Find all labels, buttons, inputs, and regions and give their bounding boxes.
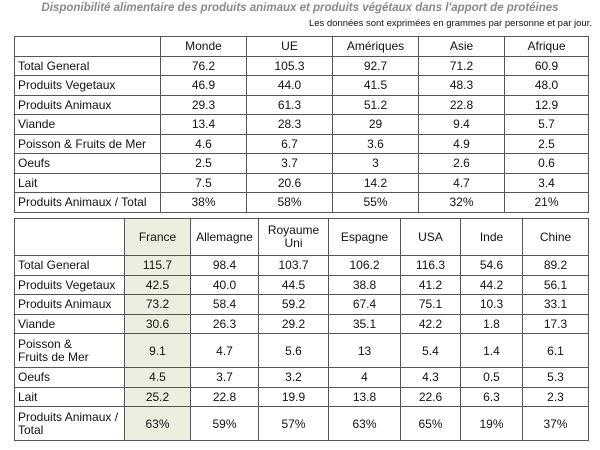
row-label: Viande	[15, 314, 125, 334]
table-cell: 51.2	[333, 95, 419, 115]
table-cell: 44.5	[259, 275, 329, 295]
table-row	[15, 134, 589, 154]
table-cell: 13	[329, 334, 401, 368]
table-row	[15, 76, 589, 96]
column-header: Inde	[461, 219, 523, 256]
row-label: Lait	[15, 173, 161, 193]
table-cell: 41.5	[333, 76, 419, 96]
table-cell: 4.6	[161, 134, 247, 154]
column-header: Allemagne	[191, 219, 259, 256]
table-cell: 1.4	[461, 334, 523, 368]
row-label: Total General	[15, 256, 125, 276]
table-cell: 2.3	[523, 387, 589, 407]
table-row	[15, 154, 589, 174]
row-label: Produits Animaux	[15, 295, 125, 315]
table-cell: 63%	[329, 407, 401, 441]
table-cell: 29.2	[259, 314, 329, 334]
table-cell: 22.6	[401, 387, 461, 407]
table-cell: 21%	[505, 193, 589, 213]
table-row	[15, 275, 589, 295]
table-cell: 61.3	[247, 95, 333, 115]
table-cell: 92.7	[333, 56, 419, 76]
table-cell: 33.1	[523, 295, 589, 315]
table-cell: 59%	[191, 407, 259, 441]
table-cell: 9.4	[419, 115, 505, 135]
table-cell: 22.8	[419, 95, 505, 115]
regions-table	[14, 36, 589, 213]
table-cell: 3.7	[247, 154, 333, 174]
table-cell: 25.2	[125, 387, 191, 407]
table-cell: 2.6	[419, 154, 505, 174]
table-cell: 60.9	[505, 56, 589, 76]
table-cell: 40.0	[191, 275, 259, 295]
column-header: UE	[247, 37, 333, 57]
corner-cell	[15, 37, 161, 57]
row-label-text: Produits Animaux / Total	[18, 409, 119, 437]
table-cell: 4.7	[419, 173, 505, 193]
table-row	[15, 334, 589, 368]
column-header: Afrique	[505, 37, 589, 57]
table-cell: 14.2	[333, 173, 419, 193]
table-cell: 32%	[419, 193, 505, 213]
table-cell: 57%	[259, 407, 329, 441]
table-cell: 20.6	[247, 173, 333, 193]
table-cell: 29.3	[161, 95, 247, 115]
table-row	[15, 256, 589, 276]
table-cell: 71.2	[419, 56, 505, 76]
table-cell: 116.3	[401, 256, 461, 276]
column-header: USA	[401, 219, 461, 256]
table-cell: 103.7	[259, 256, 329, 276]
row-label: Poisson & Fruits de Mer	[15, 134, 161, 154]
row-label: Total General	[15, 56, 161, 76]
table-cell: 3.7	[191, 368, 259, 388]
table-cell: 9.1	[125, 334, 191, 368]
table-cell: 58.4	[191, 295, 259, 315]
table-row	[15, 193, 589, 213]
table-cell: 5.3	[523, 368, 589, 388]
corner-cell	[15, 219, 125, 256]
table-cell: 46.9	[161, 76, 247, 96]
row-label: Oeufs	[15, 368, 125, 388]
table-cell: 5.7	[505, 115, 589, 135]
table-cell: 17.3	[523, 314, 589, 334]
table-cell: 58%	[247, 193, 333, 213]
table-cell: 5.4	[401, 334, 461, 368]
column-header: Asie	[419, 37, 505, 57]
table-cell: 0.6	[505, 154, 589, 174]
row-label: Produits Vegetaux	[15, 275, 125, 295]
table-cell: 3	[333, 154, 419, 174]
row-label: Viande	[15, 115, 161, 135]
row-label: Produits Animaux	[15, 95, 161, 115]
table-row	[15, 173, 589, 193]
table-cell: 1.8	[461, 314, 523, 334]
row-label-text: Poisson & Fruits de Mer	[18, 336, 89, 364]
row-label: Produits Animaux / Total	[15, 193, 161, 213]
column-header: Espagne	[329, 219, 401, 256]
table-cell: 42.2	[401, 314, 461, 334]
table-cell: 4.7	[191, 334, 259, 368]
row-label: Lait	[15, 387, 125, 407]
table-header-row	[15, 219, 589, 256]
table-cell: 48.0	[505, 76, 589, 96]
table-cell: 89.2	[523, 256, 589, 276]
table-cell: 19.9	[259, 387, 329, 407]
column-header: Chine	[523, 219, 589, 256]
table-cell: 4.3	[401, 368, 461, 388]
table-cell: 44.2	[461, 275, 523, 295]
table-row	[15, 95, 589, 115]
table-cell: 2.5	[505, 134, 589, 154]
table-cell: 38%	[161, 193, 247, 213]
table-cell: 54.6	[461, 256, 523, 276]
table-cell: 63%	[125, 407, 191, 441]
table-cell: 75.1	[401, 295, 461, 315]
table-cell: 0.5	[461, 368, 523, 388]
table-cell: 12.9	[505, 95, 589, 115]
table-cell: 37%	[523, 407, 589, 441]
row-label	[15, 407, 125, 441]
table-cell: 67.4	[329, 295, 401, 315]
table-cell: 13.8	[329, 387, 401, 407]
table-row	[15, 295, 589, 315]
table-row	[15, 368, 589, 388]
table-cell: 6.1	[523, 334, 589, 368]
column-header-label: Royaume Uni	[267, 223, 320, 250]
row-label: Oeufs	[15, 154, 161, 174]
table-cell: 56.1	[523, 275, 589, 295]
row-label	[15, 334, 125, 368]
table-cell: 6.3	[461, 387, 523, 407]
table-cell: 28.3	[247, 115, 333, 135]
table-cell: 4.9	[419, 134, 505, 154]
table-cell: 98.4	[191, 256, 259, 276]
table-cell: 19%	[461, 407, 523, 441]
table-row	[15, 56, 589, 76]
table-cell: 115.7	[125, 256, 191, 276]
column-header: Amériques	[333, 37, 419, 57]
table-cell: 42.5	[125, 275, 191, 295]
table-cell: 26.3	[191, 314, 259, 334]
table-cell: 3.4	[505, 173, 589, 193]
table-cell: 22.8	[191, 387, 259, 407]
table-cell: 5.6	[259, 334, 329, 368]
table-cell: 105.3	[247, 56, 333, 76]
table-cell: 35.1	[329, 314, 401, 334]
table-cell: 7.5	[161, 173, 247, 193]
table-cell: 48.3	[419, 76, 505, 96]
table-row	[15, 115, 589, 135]
table-cell: 13.4	[161, 115, 247, 135]
table-cell: 76.2	[161, 56, 247, 76]
table-cell: 29	[333, 115, 419, 135]
table-cell: 44.0	[247, 76, 333, 96]
table-cell: 4	[329, 368, 401, 388]
table-cell: 38.8	[329, 275, 401, 295]
table-row	[15, 314, 589, 334]
units-note: Les données sont exprimées en grammes par personne et par jour.	[308, 18, 592, 29]
table-cell: 2.5	[161, 154, 247, 174]
table-cell: 41.2	[401, 275, 461, 295]
table-cell: 55%	[333, 193, 419, 213]
table-row	[15, 387, 589, 407]
table-header-row	[15, 37, 589, 57]
table-cell: 65%	[401, 407, 461, 441]
column-header-france: France	[125, 219, 191, 256]
table-cell: 3.2	[259, 368, 329, 388]
row-label: Produits Vegetaux	[15, 76, 161, 96]
table-cell: 4.5	[125, 368, 191, 388]
column-header	[259, 219, 329, 256]
document-title: Disponibilité alimentaire des produits animaux et produits végétaux dans l'apport de protéines	[41, 2, 559, 14]
countries-table	[14, 218, 589, 441]
table-cell: 73.2	[125, 295, 191, 315]
table-row	[15, 407, 589, 441]
table-cell: 6.7	[247, 134, 333, 154]
table-cell: 3.6	[333, 134, 419, 154]
column-header: Monde	[161, 37, 247, 57]
table-cell: 10.3	[461, 295, 523, 315]
table-cell: 106.2	[329, 256, 401, 276]
table-cell: 59.2	[259, 295, 329, 315]
table-cell: 30.6	[125, 314, 191, 334]
